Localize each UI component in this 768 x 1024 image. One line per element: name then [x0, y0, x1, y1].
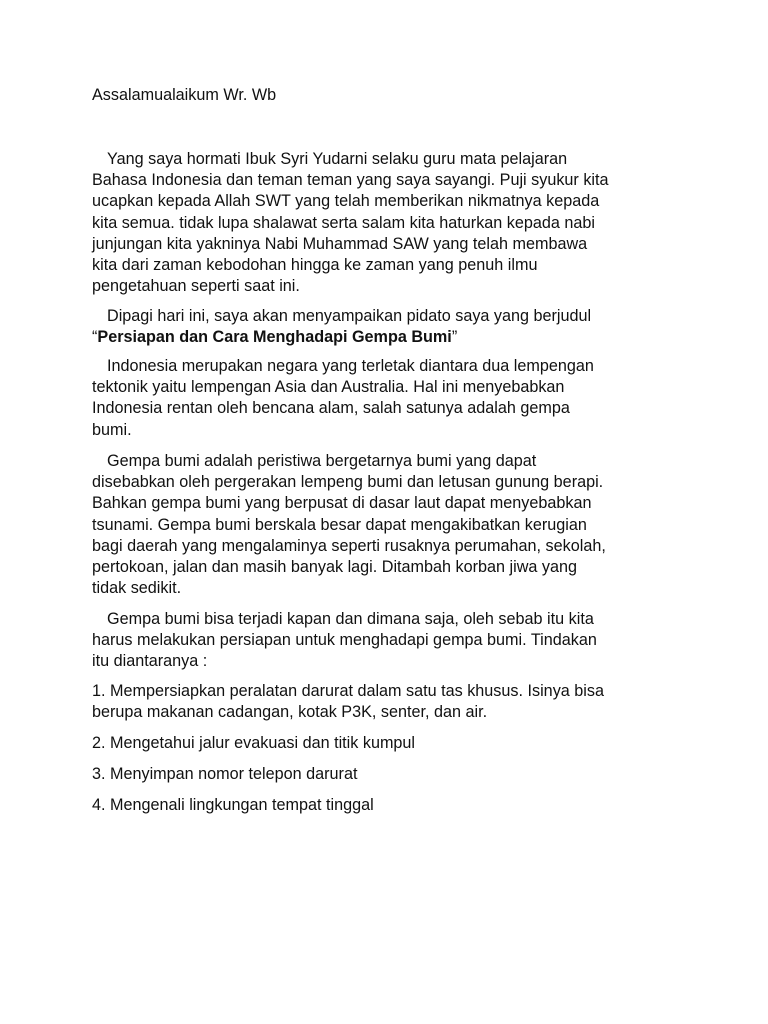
speech-title-line — [92, 327, 682, 348]
list-item — [92, 733, 682, 754]
text-line: tidak sedikit. — [92, 579, 182, 598]
text-line: Bahasa Indonesia dan teman teman yang saya sayangi. Puji syukur kita — [92, 171, 609, 190]
list-item — [92, 681, 682, 723]
text-line: 3. Menyimpan nomor telepon darurat — [92, 765, 358, 783]
text-line: tsunami. Gempa bumi berskala besar dapat mengakibatkan kerugian — [92, 515, 587, 534]
close-quote: ” — [451, 328, 458, 347]
text-line: ucapkan kepada Allah SWT yang telah memberikan nikmatnya kepada — [92, 192, 600, 211]
list-item — [92, 764, 682, 785]
speech-title-paragraph — [92, 306, 682, 348]
text-line: junjungan kita yakninya Nabi Muhammad SAW yang telah membawa — [92, 234, 588, 253]
opening-paragraph — [92, 149, 682, 297]
text-line: 4. Mengenali lingkungan tempat tinggal — [92, 796, 374, 814]
text-line: kita semua. tidak lupa shalawat serta salam kita haturkan kepada nabi — [92, 213, 595, 232]
speech-title: Persiapan dan Cara Menghadapi Gempa Bumi — [97, 328, 452, 347]
text-line: Bahkan gempa bumi yang berpusat di dasar laut dapat menyebabkan — [92, 494, 592, 513]
text-line: pengetahuan seperti saat ini. — [92, 277, 300, 296]
list-item — [92, 795, 682, 816]
text-line: Indonesia merupakan negara yang terletak diantara dua lempengan — [107, 357, 594, 375]
text-line: pertokoan, jalan dan masih banyak lagi. Ditambah korban jiwa yang — [92, 557, 578, 576]
text-line: Indonesia rentan oleh bencana alam, salah satunya adalah gempa — [92, 399, 570, 418]
greeting-line: Assalamualaikum Wr. Wb — [92, 86, 277, 104]
text-line: tektonik yaitu lempengan Asia dan Australia. Hal ini menyebabkan — [92, 378, 565, 397]
text-line: itu diantaranya : — [92, 652, 208, 671]
greeting — [92, 85, 682, 106]
text-line: Yang saya hormati Ibuk Syri Yudarni selaku guru mata pelajaran — [107, 150, 568, 168]
preparation-paragraph — [92, 609, 682, 673]
text-line: disebabkan oleh pergerakan lempeng bumi dan letusan gunung berapi. — [92, 473, 604, 492]
text-line: bagi daerah yang mengalaminya seperti rusaknya perumahan, sekolah, — [92, 536, 606, 555]
text-line: harus melakukan persiapan untuk menghadapi gempa bumi. Tindakan — [92, 631, 597, 650]
text-line: 1. Mempersiapkan peralatan darurat dalam satu tas khusus. Isinya bisa — [92, 682, 604, 700]
indonesia-paragraph — [92, 356, 682, 441]
text-line: Gempa bumi bisa terjadi kapan dan dimana saja, oleh sebab itu kita — [107, 610, 594, 628]
definition-paragraph — [92, 451, 682, 599]
text-line: berupa makanan cadangan, kotak P3K, senter, dan air. — [92, 703, 488, 722]
text-line: bumi. — [92, 420, 132, 439]
text-line: Dipagi hari ini, saya akan menyampaikan pidato saya yang berjudul — [107, 307, 592, 325]
text-line: Gempa bumi adalah peristiwa bergetarnya bumi yang dapat — [107, 452, 537, 470]
text-line: kita dari zaman kebodohan hingga ke zaman yang penuh ilmu — [92, 255, 538, 274]
open-quote: “ — [92, 328, 98, 347]
text-line: 2. Mengetahui jalur evakuasi dan titik kumpul — [92, 734, 416, 752]
